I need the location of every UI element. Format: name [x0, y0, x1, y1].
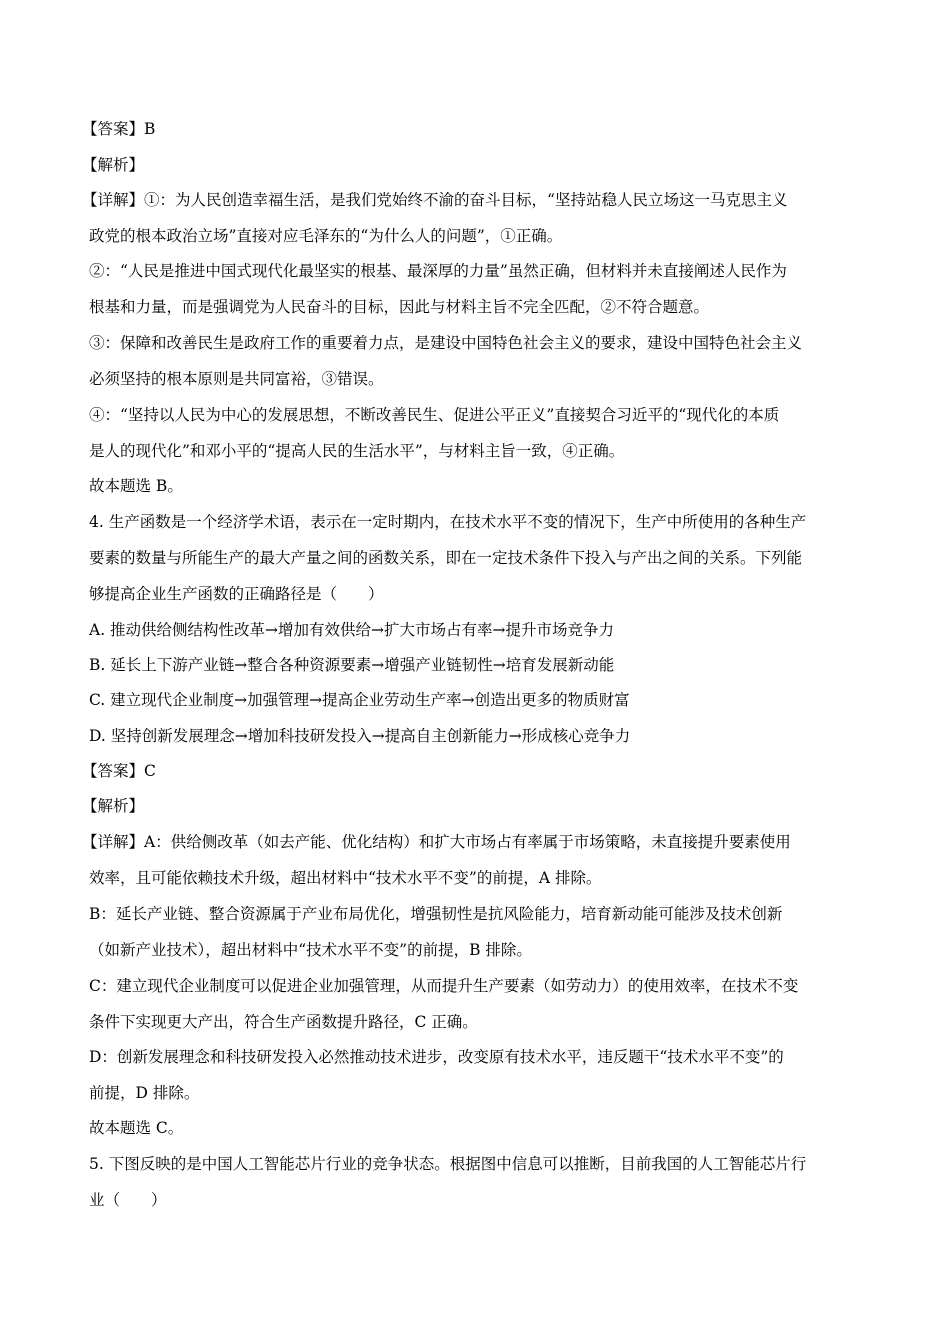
answer-label: 【答案】 [82, 120, 145, 138]
q4-detail-line-1 [82, 831, 872, 853]
q3-answer-line [82, 118, 872, 140]
answer-label: 【答案】 [82, 762, 145, 780]
q4-stem-line-3: 够提高企业生产函数的正确路径是（ ） [89, 585, 384, 603]
q4-detail-line-5: C：建立现代企业制度可以促进企业加强管理，从而提升生产要素（如劳动力）的使用效率，在技术不变 [89, 977, 799, 995]
q4-option-b: B. 延长上下游产业链→整合各种资源要素→增强产业链韧性→培育发展新动能 [89, 656, 615, 674]
q4-option-c: C. 建立现代企业制度→加强管理→提高企业劳动生产率→创造出更多的物质财富 [89, 691, 630, 709]
q5-stem-line-2: 业（ ） [89, 1191, 167, 1209]
q4-detail-line-4: （如新产业技术），超出材料中“技术水平不变”的前提，B 排除。 [89, 941, 532, 959]
q3-detail-line-7: ④：“坚持以人民为中心的发展思想，不断改善民生、促进公平正义”直接契合习近平的“现代化的本质 [89, 406, 780, 424]
q4-option-d: D. 坚持创新发展理念→增加科技研发投入→提高自主创新能力→形成核心竞争力 [89, 727, 631, 745]
q3-analysis-label: 【解析】 [82, 156, 145, 174]
q3-detail-line-6: 必须坚持的根本原则是共同富裕，③错误。 [89, 370, 384, 388]
q4-detail-line-7: D：创新发展理念和科技研发投入必然推动技术进步，改变原有技术水平，违反题干“技术水平不变”的 [89, 1048, 784, 1066]
detail-label: 【详解】 [82, 191, 145, 209]
q4-analysis-label: 【解析】 [82, 797, 145, 815]
q3-detail-line-1 [82, 189, 872, 211]
answer-value: C [144, 762, 156, 780]
detail-text: A：供给侧改革（如去产能、优化结构）和扩大市场占有率属于市场策略，未直接提升要素使用 [144, 833, 791, 851]
q4-stem-line-1: 4. 生产函数是一个经济学术语，表示在一定时期内，在技术水平不变的情况下，生产中所使用的各种生产 [89, 513, 807, 531]
detail-label: 【详解】 [82, 833, 145, 851]
q3-detail-line-2: 政党的根本政治立场”直接对应毛泽东的“为什么人的问题”，①正确。 [89, 227, 563, 245]
q4-detail-line-2: 效率，且可能依赖技术升级，超出材料中“技术水平不变”的前提，A 排除。 [89, 869, 602, 887]
q3-detail-line-4: 根基和力量，而是强调党为人民奋斗的目标，因此与材料主旨不完全匹配，②不符合题意。 [89, 298, 710, 316]
q3-detail-line-3: ②：“人民是推进中国式现代化最坚实的根基、最深厚的力量”虽然正确，但材料并未直接阐述人民作为 [89, 262, 787, 280]
q3-detail-line-5: ③：保障和改善民生是政府工作的重要着力点，是建设中国特色社会主义的要求，建设中国特色社会主义 [89, 334, 803, 352]
q4-option-a: A. 推动供给侧结构性改革→增加有效供给→扩大市场占有率→提升市场竞争力 [89, 621, 615, 639]
q3-detail-line-8: 是人的现代化”和邓小平的“提高人民的生活水平”，与材料主旨一致，④正确。 [89, 442, 625, 460]
q5-stem-line-1: 5. 下图反映的是中国人工智能芯片行业的竞争状态。根据图中信息可以推断，目前我国的人工智能芯片行 [89, 1155, 807, 1173]
q4-detail-line-8: 前提，D 排除。 [89, 1084, 200, 1102]
q4-answer-line [82, 760, 872, 782]
answer-value: B [144, 120, 156, 138]
detail-text: ①：为人民创造幸福生活，是我们党始终不渝的奋斗目标，“坚持站稳人民立场这一马克思主义 [144, 191, 788, 209]
q3-conclusion: 故本题选 B。 [89, 477, 183, 495]
q4-conclusion: 故本题选 C。 [89, 1119, 184, 1137]
q4-detail-line-3: B：延长产业链、整合资源属于产业布局优化，增强韧性是抗风险能力，培育新动能可能涉及技术创新 [89, 905, 783, 923]
q4-detail-line-6: 条件下实现更大产出，符合生产函数提升路径，C 正确。 [89, 1013, 478, 1031]
q4-stem-line-2: 要素的数量与所能生产的最大产量之间的函数关系，即在一定技术条件下投入与产出之间的关系。下列能 [89, 549, 803, 567]
